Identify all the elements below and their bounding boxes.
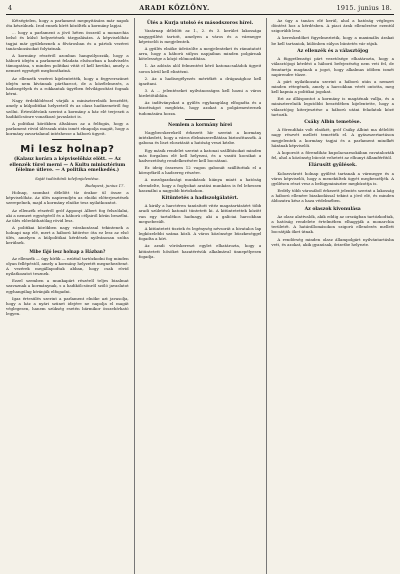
paper-title: ARADI KÖZLÖNY. xyxy=(139,4,210,12)
byline: Saját tudósítónk telefonjelentése. xyxy=(35,176,100,182)
article-paragraph: Ez ideig összesen 12 vagon gabonát szállítottak el a környékről a hadsereg részére. xyxy=(138,165,262,176)
article-paragraph: Az ellenzék részéről gróf Apponyi Albert fog felszólalni, aki a nemzet egységéről és a háború céljairól kíván beszélni. Az ülés előreláthatólag rövid lesz. xyxy=(6,207,129,223)
article-paragraph: A függetlenségi párt vezetősége elhatározta, hogy a választójogi kérdést a háború befejezéséig nem veti fel, de fenntartja magának a jogot, hogy alkalmas időben ismét napirendre tűzze. xyxy=(271,56,395,77)
article-paragraph: Igaz értesülés szerint a parlament elnöke azt javasolja, hogy a ház a nyári szünet idejére ne napolja el magát véglegesen, hanem szükség esetén bármikor összehívható legyen. xyxy=(6,295,129,317)
article-paragraph: Az aradi vöröskereszt egylet elhatározta, hogy a kitüntetett hősöket hazatérésük alkalmával ünnepélyesen fogadja. xyxy=(138,243,262,259)
article-paragraph: Az ellenzék vezérei kijelentették, hogy a fegyverszünet idején nem kívánnak pártharcot, de a közélelmezés, a hadisegélyek és a rokkantak ügyében felvilágosítást fognak kérni. xyxy=(6,75,129,97)
article-paragraph: Kétségtelen, hogy a parlament megnyitására már napok óta készülnek. Irod ennek hírét közölték a kormány lapjai. xyxy=(6,18,129,29)
masthead xyxy=(6,4,394,15)
article-paragraph: Holnap, szombat délelőtt tíz órakor ül össze a képviselőház. Az ülés napirendjén az elnöki előterjesztések szerepelnek, majd a kormány elnöke tesz nyilatkozatot. xyxy=(6,190,129,206)
section-heading: Elárusítt gyűlések. xyxy=(308,163,357,169)
section-heading: Az olaszok kivonulása xyxy=(304,206,361,212)
divider xyxy=(52,139,82,140)
headline: Mi lesz holnap? xyxy=(20,144,115,156)
article-paragraph: Kolozsvárott holnap gyűlést tartanak a vármegye és a város képviselői, hogy a menekültek ügyét megbeszéljék. A gyűlésen részt vesz a belügyminiszter megbízottja is. xyxy=(271,170,395,186)
dateline: Budapest, junius 17. xyxy=(85,183,125,189)
article-paragraph: A főrendiház volt elnökét, gróf Csáky Albint ma délelőtt nagy részvét mellett temették el. A gyászszertartáson megjelentek a kormány tagjai és a parlament mindkét házának képviselői. xyxy=(271,127,395,148)
article-paragraph: Az indítványokat a gyűlés egyhangúlag elfogadta és a bizottságot megbízta, hogy azokat a polgármesternek tudomására hozza. xyxy=(138,100,262,116)
article-paragraph: Az olasz alattvalók, akik eddig az országban tartózkodtak, a hatóság rendelete értelmében elhagyják a monarchia területét. A határállomásokon szigorú ellenőrzés mellett bocsátják őket útnak. xyxy=(271,214,395,235)
column-2 xyxy=(134,18,262,574)
article-paragraph: Az ügy a tanács elé kerül, ahol a hatóság végleges döntést hoz a kérdésben. A piaci árak ellenőrzése ezentúl szigorúbb lesz. xyxy=(271,18,395,34)
page-number: 4 xyxy=(8,4,13,12)
section-heading: Csáky Albin temetése. xyxy=(304,119,362,125)
article-paragraph: A politikai körökben nagy várakozással tekintenek a holnapi nap elé, mert a háború kitörése óta ez lesz az első ülés, amelyen a külpolitikai kérdések nyilvánosan szóba kerülnek. xyxy=(6,225,129,246)
article-paragraph: 3. A ... jelentéseket nyilvánosságra kell hozni a város hirdetőtábláin. xyxy=(138,87,262,99)
article-paragraph: A kitüntetett tisztek és legénység névsorát a hivatalos lap legközelebbi száma közli. A város közönsége büszkeséggel fogadta a hírt. xyxy=(138,225,262,242)
column-3 xyxy=(266,18,394,574)
article-paragraph: 1. Az adózás alól felmentést kérő katonacsaládok ügyeit soron kívül kell elintézni. xyxy=(138,63,262,74)
section-heading: Kitüntetés a hadiszolgálatért. xyxy=(161,195,239,201)
article-paragraph: Vasárnap délelőtt az 1., 2. és 3. kerület lakossága nagygyűlést tartott, amelyen a város és a vármegye képviselői is megjelentek. xyxy=(138,28,262,44)
article-paragraph: A kormány részéről azonban hangsúlyozzák, hogy a háború idején a parlament feladata elsősorban a hadviselés támogatása, s minden politikai vitát el kell kerülni, amely a nemzet egységét megbonthatná. xyxy=(6,52,129,74)
section-heading: Mibe fájó lesz holnap a Házban? xyxy=(29,248,106,254)
section-heading: Ülés a Kurja utolsó és másodszoros hírei. xyxy=(146,21,254,26)
article-paragraph: ... hogy a parlament a jövő héten összeül a monarchia belső és külső helyzetének tárgyalására. A képviselőház tagjai már gyülekeznek a fővárosban és a pártok vezérei tanácskozásokat folytatnak. xyxy=(6,30,129,51)
article-paragraph: Ezzel szemben a munkapárt részéről teljes bizalmat szavaznak a kormánynak, s a hadikölcsönről szóló javaslatot egyhangúlag kívánják elfogadni. xyxy=(6,278,129,294)
article-paragraph: Egy másik rendelet szerint a katonai szállításokat minden más forgalom elé kell helyezni, és a vasúti kocsikat a hadvezetőség rendelkezésére kell bocsátani. xyxy=(138,147,262,163)
section-heading: Nemlem a kormány hírei xyxy=(168,122,232,128)
article-paragraph: Erdély több városából érkezett jelentés szerint a lakosság a háború ellenére bizakodással tekint a jövő elé, és minden áldozatra kész a haza védelmében. xyxy=(271,188,395,204)
article-paragraph: Nagy érdeklődéssel várják a miniszterelnök beszédét, amely a külpolitikai helyzetről és az olasz hadüzenetről fog szólni. Értesülésünk szerint a kormány a ház elé terjeszti a hadikölcsönre vonatkozó javaslatot is. xyxy=(6,98,129,119)
column-1 xyxy=(6,18,129,574)
article-paragraph: Ezt az álláspontot a kormány is magáénak vallja, és a miniszterelnök legutóbbi beszédében kijelentette, hogy a választójog kiterjesztése a háború utáni feladatok közé tartozik. xyxy=(271,96,395,117)
article-paragraph: Az ellenzék — úgy hírlik — ezúttal tartózkodni fog minden olyan fellépéstől, amely a kormány helyzetét megnehezítené. A vezérek megállapodtak abban, hogy csak rövid nyilatkozatot tesznek. xyxy=(6,255,129,277)
issue-date: 1915. junius 18. xyxy=(336,4,392,12)
section-heading: Az ellenzék és a választójog xyxy=(297,48,369,54)
article-paragraph: A gyűlés elnöke üdvözölte a megjelenteket és rámutatott arra, hogy a háború súlyos napjaiban minden polgárnak kötelessége a közjó előmozdítása. xyxy=(138,45,262,62)
article-paragraph: A mezőgazdasági munkások hiánya miatt a hatóság elrendelte, hogy a foglyokat aratási munkára is fel lehessen használni a nagyobb birtokokon. xyxy=(138,177,262,193)
columns xyxy=(6,18,394,574)
article-paragraph: 2. Az a hadisegélyezés mértékét a drágasághoz kell igazítani. xyxy=(138,75,262,86)
article-paragraph: Nagybecskerekről érkezett hír szerint a kormány intézkedett, hogy a város élelmiszerellátása biztosíttassék. A gabona és liszt elosztását a hatóság veszi kézbe. xyxy=(138,130,262,146)
article-paragraph: A koporsót a főrendiház kupolacsarnokában ravatalozták fel, ahol a közönség búcsút vehetett az elhunyt államférfitól. xyxy=(271,149,395,161)
divider xyxy=(185,119,215,120)
article-paragraph: A rendőrség minden olasz állampolgárt nyilvántartásba vett, és azokat, akik gyanúsak, őrizetbe helyezte. xyxy=(271,236,395,247)
article-paragraph: A párt nyilatkozata szerint a háború után a nemzet minden rétegének, amely a harcokban vérét ontotta, meg kell kapnia a politikai jogokat. xyxy=(271,78,395,95)
article-paragraph: A király a harctéren tanúsított vitéz magatartásáért több aradi születésű katonát tüntetett ki. A kitüntetettek között van egy tartalékos hadnagy, aki a galíciai harcokban megsebesült. xyxy=(138,203,262,224)
article-paragraph: A politikai körökben általános az a felfogás, hogy a parlament rövid ülésszak után ismét elnapolja magát, hogy a kormány zavartalanul intézhesse a háború ügyeit. xyxy=(6,120,129,137)
article-paragraph: A kereskedőket figyelmeztetik, hogy a maximális árakat be kell tartaniok, különben súlyos büntetés vár rájuk. xyxy=(271,35,395,46)
subheadline: (Kalauz korára a képviselőház elött. — Az ellenzék türel merni — A Kultu minisztérium félelme útleve. — A politika emelkedés.) xyxy=(9,157,126,174)
